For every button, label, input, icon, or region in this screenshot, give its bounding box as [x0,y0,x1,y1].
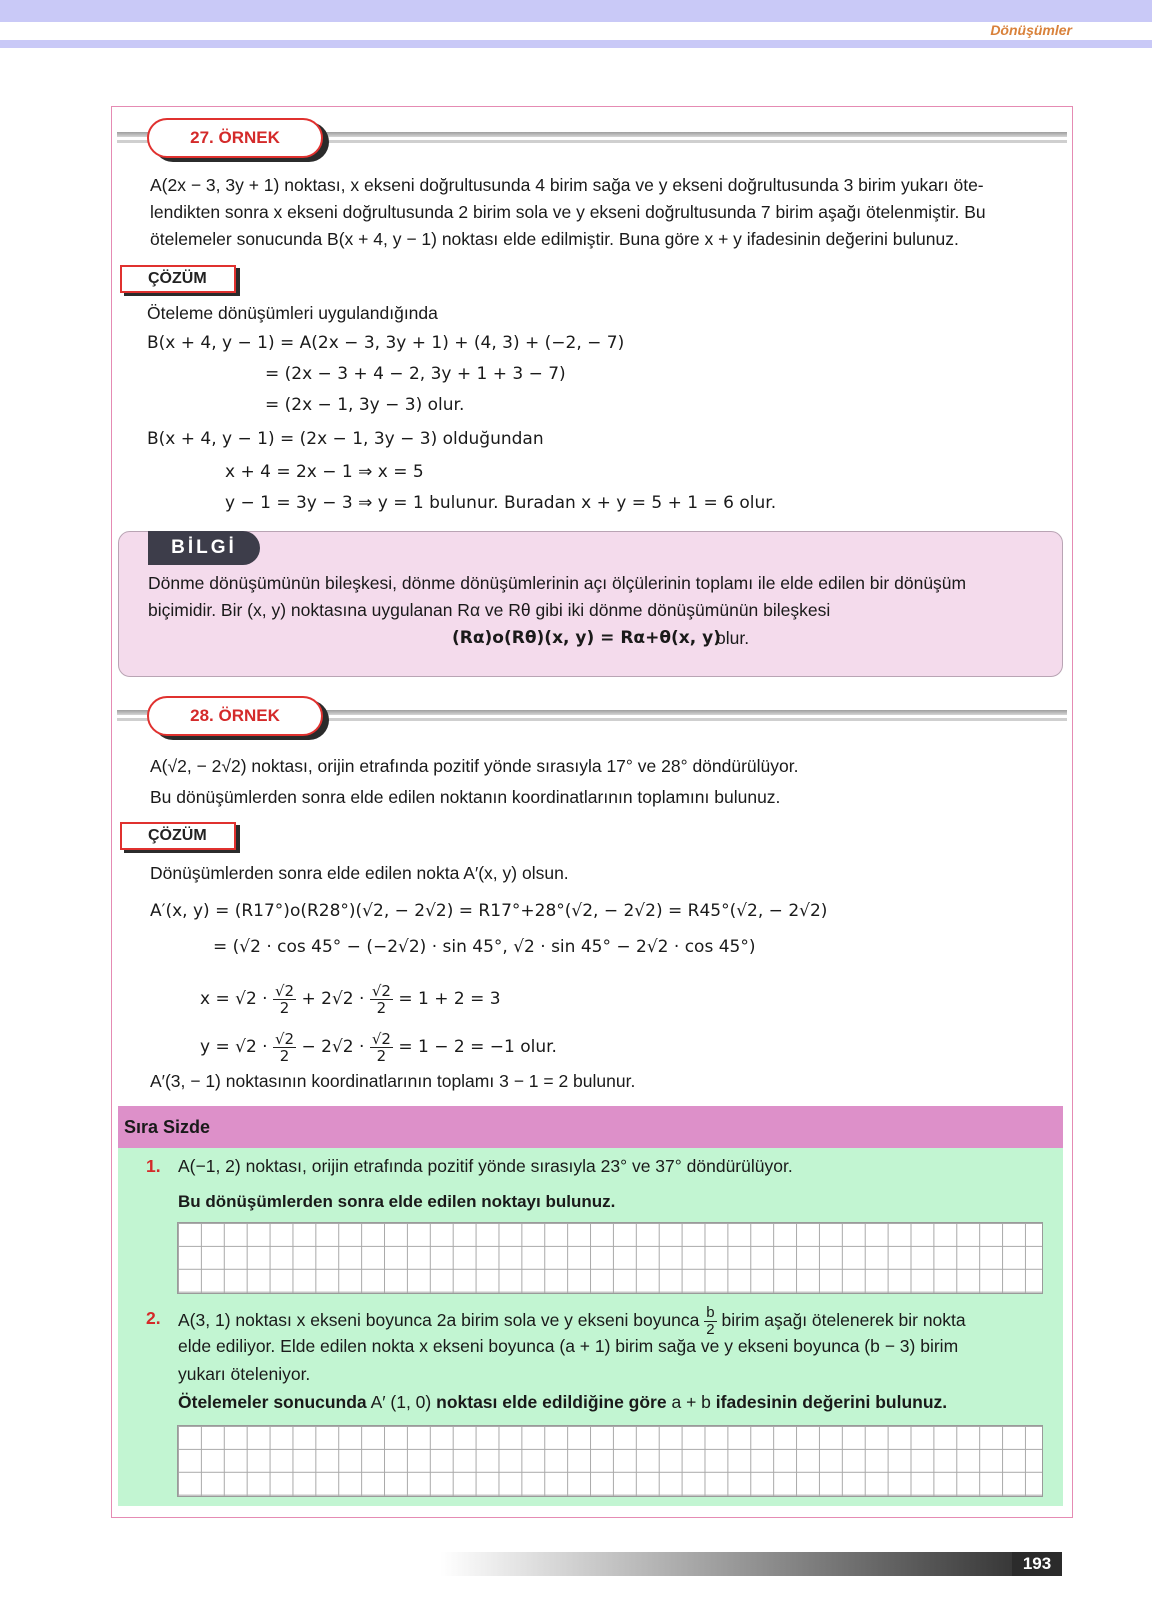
fraction-numerator: √2 [274,1029,295,1048]
solution-28-last-line: A′(3, − 1) noktasının koordinatlarının toplamı 3 − 1 = 2 bulunur. [150,1071,636,1091]
fraction-denominator: 2 [376,1046,387,1065]
info-formula: (Rα)o(Rθ)(x, y) = Rα+θ(x, y) [452,628,721,648]
fraction-numerator: √2 [371,1029,391,1048]
info-formula-tail: olur. [716,628,750,648]
q2-answer-grid[interactable] [177,1425,1043,1497]
solution-28-y-line [200,1023,557,1071]
solution-28-line-3: = (√2 · cos 45° − (−2√2) · sin 45°, √2 · sin 45° − 2√2 · cos 45°) [213,937,756,957]
page-number: 193 [1012,1552,1062,1576]
solution-28-label: ÇÖZÜM [120,822,236,850]
fraction [370,983,393,1016]
solution-28-line-1: Dönüşümlerden sonra elde edilen nokta A′(x, y) olsun. [150,863,569,883]
q1-number: 1. [146,1156,161,1176]
fraction [273,983,296,1016]
fraction-denominator: 2 [706,1321,715,1338]
q2-line-4d: a + b [671,1392,711,1412]
solution-28-x-line [200,975,501,1023]
example-28-header [117,696,1067,740]
solution-27-line-7: y − 1 = 3y − 3 ⇒ y = 1 bulunur. Buradan x + y = 5 + 1 = 6 olur. [225,493,777,513]
q2-line-4c: noktası elde edildiğine göre [436,1392,667,1412]
fraction-numerator: √2 [274,981,295,1000]
example-28-line-1: A(√2, − 2√2) noktası, orijin etrafında pozitif yönde sırasıyla 17° ve 28° döndürülüyor. [150,756,799,776]
q2-line-3: yukarı öteleniyor. [178,1364,311,1384]
solution-27-line-2: B(x + 4, y − 1) = A(2x − 3, 3y + 1) + (4, 3) + (−2, − 7) [147,333,625,353]
solution-27-line-3: = (2x − 3 + 4 − 2, 3y + 1 + 3 − 7) [265,364,566,384]
x-prefix: x = √2 · [200,989,268,1009]
example-27-label: 27. ÖRNEK [147,118,323,158]
footer-strip [440,1552,1050,1576]
solution-27-line-1: Öteleme dönüşümleri uygulandığında [147,303,438,323]
example-27-line-3: ötelemeler sonucunda B(x + 4, y − 1) noktası elde edilmiştir. Buna göre x + y ifadesinin değerini bulunuz. [150,229,959,249]
solution-27-line-4: = (2x − 1, 3y − 3) olur. [265,395,465,415]
x-mid: + 2√2 · [301,989,365,1009]
fraction-denominator: 2 [376,998,387,1017]
q2-line-4e: ifadesinin değerini bulunuz. [715,1392,948,1412]
example-28-label: 28. ÖRNEK [147,696,323,736]
q2-line-2: elde ediliyor. Elde edilen nokta x ekseni boyunca (a + 1) birim sağa ve y ekseni boyunca (b − 3) birim [178,1336,959,1356]
q2-line-4b: A′ (1, 0) [370,1392,432,1412]
solution-28-line-2: A′(x, y) = (R17°)o(R28°)(√2, − 2√2) = R17°+28°(√2, − 2√2) = R45°(√2, − 2√2) [150,901,828,921]
info-line-2: biçimidir. Bir (x, y) noktasına uygulanan Rα ve Rθ gibi iki dönme dönüşümünün bileşkesi [148,600,831,620]
q1-line-2: Bu dönüşümlerden sonra elde edilen noktayı bulunuz. [178,1192,616,1211]
solution-27-label: ÇÖZÜM [120,265,236,293]
y-prefix: y = √2 · [200,1037,268,1057]
info-tab: BİLGİ [148,531,260,565]
fraction-denominator: 2 [279,1046,290,1065]
practice-header: Sıra Sizde [118,1106,1063,1148]
top-band-lower [0,40,1152,48]
fraction [273,1031,296,1064]
y-mid: − 2√2 · [301,1037,365,1057]
example-27-header [117,118,1067,162]
x-result: = 1 + 2 = 3 [398,989,501,1009]
info-line-1: Dönme dönüşümünün bileşkesi, dönme dönüşümlerinin açı ölçülerinin toplamı ile elde edilen bir dönüşüm [148,573,967,593]
example-27-line-2: lendikten sonra x ekseni doğrultusunda 2 birim sola ve y ekseni doğrultusunda 7 birim aşağı ötelenmiştir. Bu [150,202,986,222]
chapter-title: Dönüşümler [990,22,1072,38]
fraction [370,1031,393,1064]
q2-line-4a: Ötelemeler sonucunda [178,1392,367,1412]
q2-number: 2. [146,1308,161,1328]
q1-line-1: A(−1, 2) noktası, orijin etrafında pozitif yönde sırasıyla 23° ve 37° döndürülüyor. [178,1156,793,1176]
top-band [0,0,1152,22]
example-28-line-2: Bu dönüşümlerden sonra elde edilen noktanın koordinatlarının toplamını bulunuz. [150,787,781,807]
y-result: = 1 − 2 = −1 olur. [398,1037,557,1057]
solution-27-line-5: B(x + 4, y − 1) = (2x − 1, 3y − 3) olduğundan [147,429,544,449]
fraction-numerator: b [706,1304,715,1321]
q2-line-4 [178,1389,947,1416]
fraction-denominator: 2 [279,998,290,1017]
fraction-numerator: √2 [371,981,391,1000]
solution-27-line-6: x + 4 = 2x − 1 ⇒ x = 5 [225,462,424,482]
example-27-line-1: A(2x − 3, 3y + 1) noktası, x ekseni doğrultusunda 4 birim sağa ve y ekseni doğrultusunda 3 birim yukarı öte- [150,175,984,195]
q1-answer-grid[interactable] [177,1222,1043,1294]
q2-line-1b: birim aşağı ötelenerek bir nokta [721,1310,966,1331]
q2-line-1a: A(3, 1) noktası x ekseni boyunca 2a birim sola ve y ekseni boyunca [178,1310,700,1331]
